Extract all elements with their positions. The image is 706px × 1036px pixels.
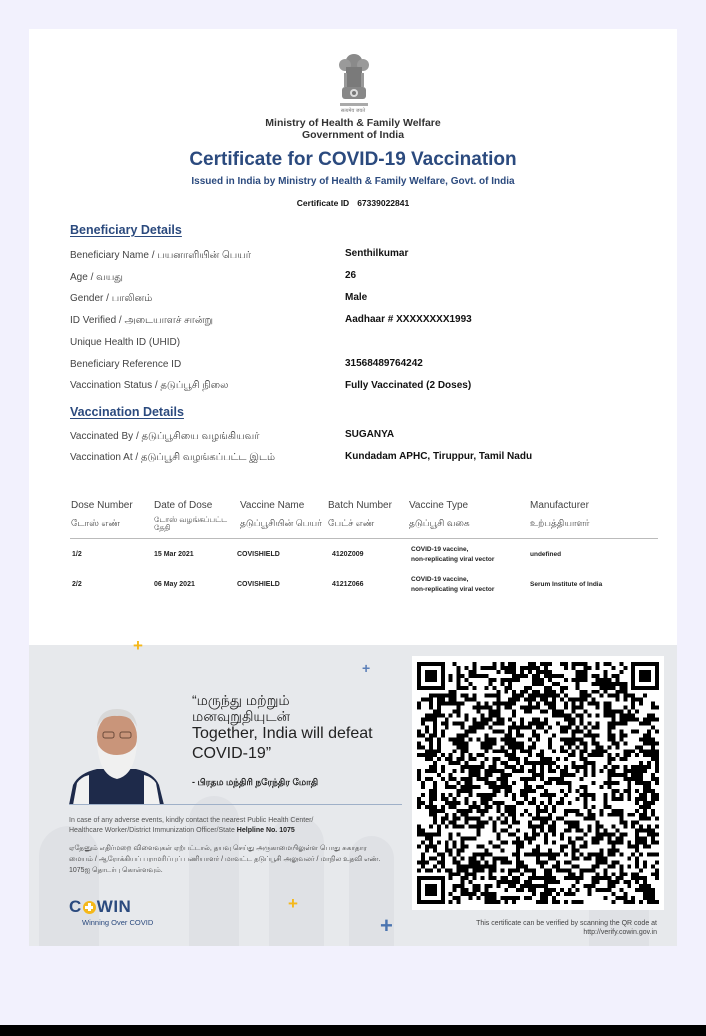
quote-text — [192, 692, 402, 764]
column-header-ta: தடுப்பூசி வகை — [409, 518, 470, 528]
field-value: SUGANYA — [345, 429, 395, 440]
footer-panel — [29, 645, 677, 946]
field-label: Beneficiary Reference ID — [70, 359, 182, 370]
field-label: ID Verified / அடையாளச் சான்று — [70, 315, 213, 326]
cowin-wordmark: C WIN — [69, 897, 132, 916]
beneficiary-details-heading: Beneficiary Details — [70, 223, 182, 237]
qr-code-icon — [417, 661, 659, 905]
dose-number: 2/2 — [72, 581, 82, 588]
certificate-id-value: 67339022841 — [357, 198, 410, 208]
adverse-events-notice — [69, 816, 389, 836]
field-value: 31568489764242 — [345, 358, 423, 369]
field-value: 26 — [345, 270, 357, 281]
decorative-plus-icon: + — [133, 636, 143, 655]
beneficiary-reference-row — [70, 359, 670, 373]
field-value: Kundadam APHC, Tiruppur, Tamil Nadu — [345, 451, 533, 462]
field-label: Gender / பாலினம் — [70, 293, 153, 304]
dose-date: 15 Mar 2021 — [154, 551, 194, 558]
vaccine-name: COVISHIELD — [237, 551, 280, 558]
table-divider — [70, 538, 658, 539]
certificate-id-label: Certificate ID — [296, 198, 350, 208]
emblem-motto: सत्यमेव जयते — [340, 108, 366, 114]
field-label: Unique Health ID (UHID) — [70, 337, 181, 348]
state-emblem-icon — [334, 51, 374, 113]
vaccinated-by-row — [70, 431, 670, 445]
notice-line: In case of any adverse events, kindly contact the nearest Public Health Center/ — [69, 817, 314, 824]
verify-url: http://verify.cowin.gov.in — [583, 929, 657, 936]
gender-row — [70, 293, 670, 307]
decorative-plus-icon: + — [288, 894, 298, 913]
adverse-events-notice-ta: ஏதேனும் எதிர்மறை விளைவுகள் ஏற்பட்டால், தயவு செய்து அருகாமையிலுள்ள பொது சுகாதார மையம் / ஆரோக்கியப் பராமரிப்புப் பணியாளர் / மாவட்ட தடுப்பூசி அலுவலர் / மாநில உதவி எண். 1075ஐ தொடர்பு கொள்ளவும். — [69, 845, 381, 874]
vaccination-at-row — [70, 452, 670, 466]
footer-divider — [69, 804, 402, 805]
vaccine-type-line: COVID-19 vaccine, — [411, 546, 469, 553]
column-header-ta: உற்பத்தியாளர் — [530, 518, 590, 528]
certificate-subtitle: Issued in India by Ministry of Health & Family Welfare, Govt. of India — [191, 176, 515, 187]
cowin-plus-icon — [83, 901, 96, 914]
ministry-line: Ministry of Health & Family Welfare — [265, 117, 441, 129]
quote-ta-line: “மருந்து மற்றும் — [192, 692, 290, 708]
column-header: Batch Number — [328, 500, 392, 511]
quote-ta-line: மனவுறுதியுடன் — [192, 708, 291, 724]
batch-number: 4121Z066 — [332, 581, 364, 588]
certificate-title: Certificate for COVID-19 Vaccination — [189, 149, 517, 170]
field-label: Age / வயது — [70, 272, 123, 283]
vaccine-type-line: COVID-19 vaccine, — [411, 576, 469, 583]
manufacturer: Serum Institute of India — [530, 581, 603, 588]
vaccine-type-line: non-replicating viral vector — [411, 586, 495, 593]
field-value: Senthilkumar — [345, 248, 409, 259]
vaccine-type-line: non-replicating viral vector — [411, 556, 495, 563]
field-value: Fully Vaccinated (2 Doses) — [345, 380, 472, 391]
qr-note-line: This certificate can be verified by scanning the QR code at — [476, 920, 657, 927]
decorative-plus-icon: + — [362, 660, 371, 676]
helpline-number: Helpline No. 1075 — [236, 827, 295, 834]
column-header-ta: டோஸ் வழங்கப்பட்ட தேதி — [154, 515, 228, 532]
age-row — [70, 272, 670, 286]
cowin-logo — [69, 897, 153, 927]
field-label: Beneficiary Name / பயனாளியின் பெயர் — [70, 250, 252, 261]
quote-en-line: COVID-19” — [192, 745, 272, 762]
quote-en-line: Together, India will defeat — [192, 725, 373, 742]
qr-verification-note — [476, 919, 657, 937]
column-header-ta: பேட்ச் எண் — [328, 518, 375, 528]
vaccination-details-heading: Vaccination Details — [70, 405, 184, 419]
bottom-bar — [0, 1025, 706, 1036]
vaccine-type — [411, 545, 494, 565]
column-header: Dose Number — [71, 500, 133, 511]
column-header: Manufacturer — [530, 500, 589, 511]
cowin-tagline: Winning Over COVID — [82, 918, 154, 927]
field-value: Male — [345, 292, 368, 303]
column-header-ta: தடுப்பூசியின் பெயர் — [240, 518, 322, 528]
dose-date: 06 May 2021 — [154, 581, 195, 588]
verification-qr-code[interactable] — [412, 656, 664, 910]
certificate-id — [29, 198, 677, 208]
column-header: Vaccine Type — [409, 500, 469, 511]
dose-number: 1/2 — [72, 551, 82, 558]
notice-line: Healthcare Worker/District Immunization Officer/State — [69, 827, 237, 834]
vaccine-type — [411, 575, 494, 595]
prime-minister-portrait — [69, 685, 164, 805]
field-label: Vaccinated By / தடுப்பூசியை வழங்கியவர் — [70, 431, 260, 442]
manufacturer: undefined — [530, 551, 562, 558]
decorative-plus-icon: + — [380, 913, 393, 938]
field-value: Aadhaar # XXXXXXXX1993 — [345, 314, 472, 325]
column-header: Date of Dose — [154, 500, 213, 511]
beneficiary-name-row — [70, 250, 670, 264]
uhid-row — [70, 337, 670, 351]
batch-number: 4120Z009 — [332, 551, 364, 558]
column-header: Vaccine Name — [240, 500, 305, 511]
ministry-name — [29, 117, 677, 141]
field-label: Vaccination Status / தடுப்பூசி நிலை — [70, 380, 229, 391]
column-header-ta: டோஸ் எண் — [71, 518, 120, 528]
quote-attribution: - பிரதம மந்திரி நரேந்திர மோதி — [192, 777, 319, 787]
field-label: Vaccination At / தடுப்பூசி வழங்கப்பட்ட இடம் — [70, 452, 275, 463]
government-line: Government of India — [301, 129, 405, 141]
vaccination-certificate — [29, 29, 677, 946]
vaccination-status-row — [70, 380, 670, 394]
id-verified-row — [70, 315, 670, 329]
vaccine-name: COVISHIELD — [237, 581, 280, 588]
